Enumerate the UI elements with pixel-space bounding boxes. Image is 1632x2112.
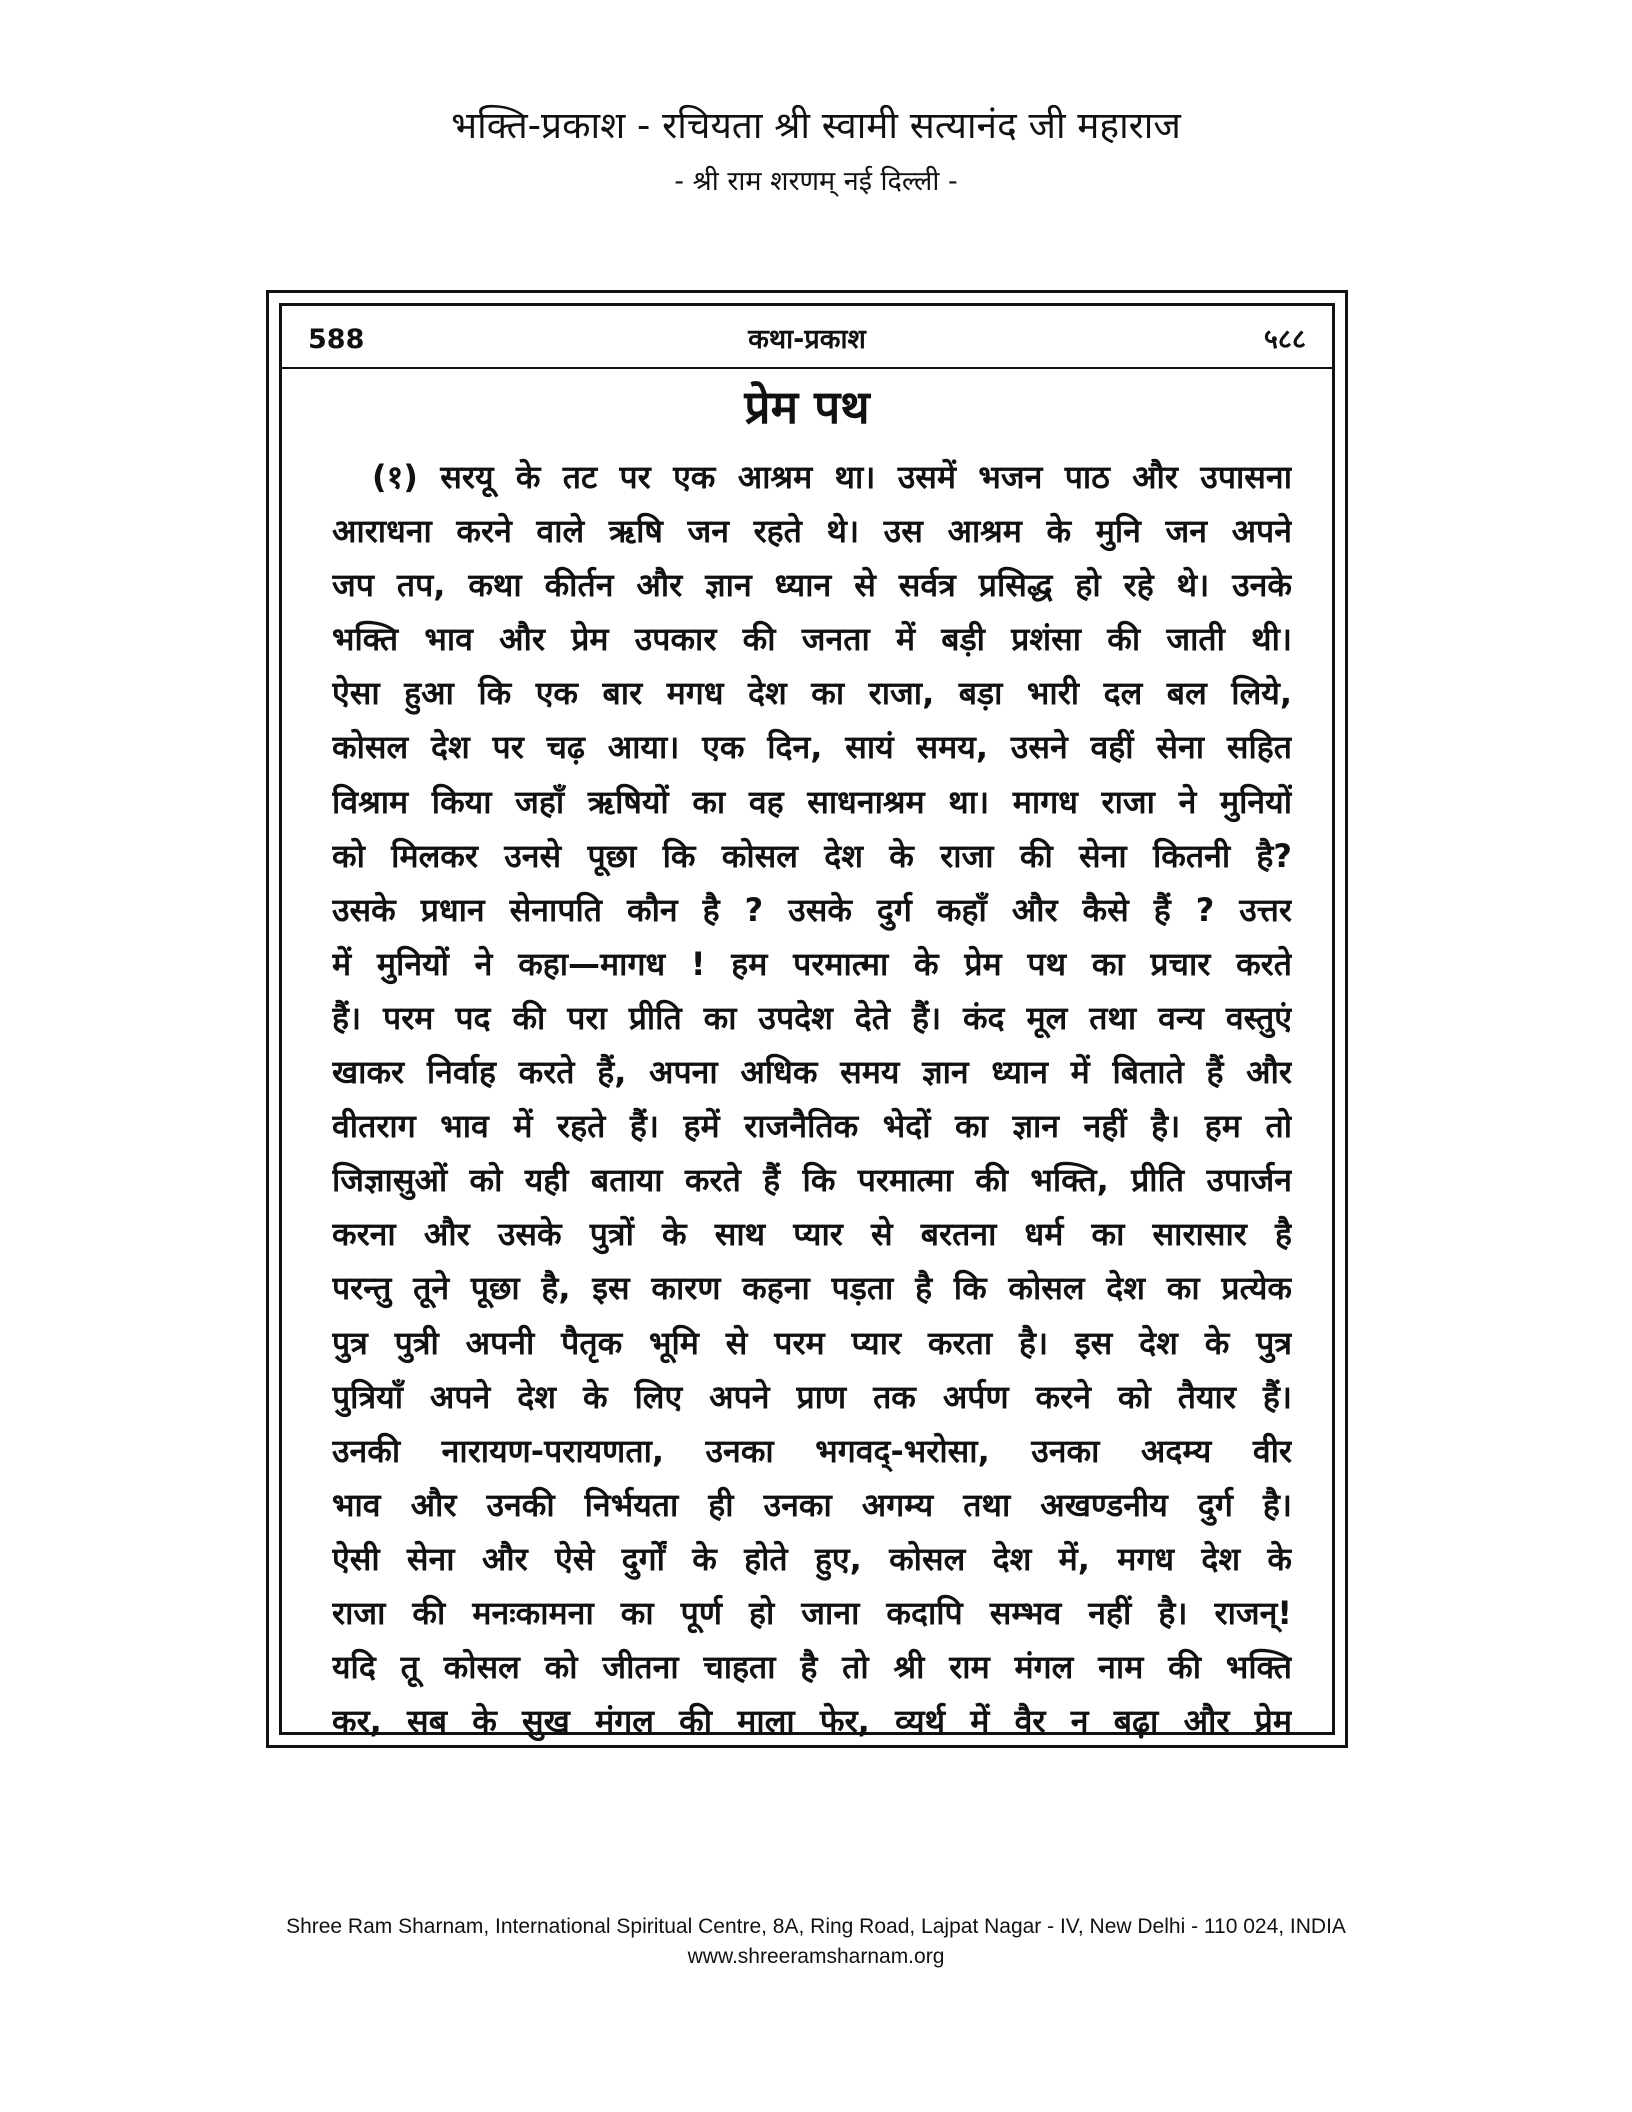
page-frame <box>266 290 1348 1748</box>
text-line: में मुनियों ने कहा—मागध ! हम परमात्मा के प्रेम पथ का प्रचार करते <box>332 944 1292 983</box>
text-line: हैं। परम पद की परा प्रीति का उपदेश देते हैं। कंद मूल तथा वन्य वस्तुएं <box>332 998 1292 1037</box>
text-line: ऐसा हुआ कि एक बार मगध देश का राजा, बड़ा भारी दल बल लिये, <box>332 674 1292 713</box>
page-number-devanagari: ५८८ <box>1263 324 1306 355</box>
body-text <box>332 450 1292 1748</box>
footer-address: Shree Ram Sharnam, International Spiritual Centre, 8A, Ring Road, Lajpat Nagar - IV, New Delhi - 110 024, INDIA <box>286 1915 1346 1938</box>
header-divider <box>282 367 1332 369</box>
text-line: को मिलकर उनसे पूछा कि कोसल देश के राजा की सेना कितनी है? <box>332 836 1292 875</box>
text-line: करना और उसके पुत्रों के साथ प्यार से बरतना धर्म का सारासार है <box>332 1215 1292 1254</box>
text-line: परन्तु तूने पूछा है, इस कारण कहना पड़ता है कि कोसल देश का प्रत्येक <box>332 1269 1292 1308</box>
text-line: कोसल देश पर चढ़ आया। एक दिन, सायं समय, उसने वहीं सेना सहित <box>332 728 1292 767</box>
text-line: पुत्रियाँ अपने देश के लिए अपने प्राण तक अर्पण करने को तैयार हैं। <box>332 1377 1292 1416</box>
text-line: उनकी नारायण-परायणता, उनका भगवद्-भरोसा, उनका अदम्य वीर <box>332 1431 1292 1470</box>
text-line: आराधना करने वाले ऋषि जन रहते थे। उस आश्रम के मुनि जन अपने <box>332 512 1292 551</box>
text-line: विश्राम किया जहाँ ऋषियों का वह साधनाश्रम था। मागध राजा ने मुनियों <box>332 782 1292 821</box>
text-line: राजा की मनःकामना का पूर्ण हो जाना कदापि सम्भव नहीं है। राजन्! <box>332 1593 1292 1632</box>
text-line: पुत्र पुत्री अपनी पैतृक भूमि से परम प्यार करता है। इस देश के पुत्र <box>332 1323 1292 1362</box>
page-number-arabic: 588 <box>308 324 365 355</box>
running-title: कथा-प्रकाश <box>748 324 866 355</box>
text-line: उसके प्रधान सेनापति कौन है ? उसके दुर्ग कहाँ और कैसे हैं ? उत्तर <box>332 890 1292 929</box>
document-footer <box>0 1912 1632 1972</box>
document-header <box>0 100 1632 202</box>
text-line: भाव और उनकी निर्भयता ही उनका अगम्य तथा अखण्डनीय दुर्ग है। <box>332 1485 1292 1524</box>
document-subtitle: - श्री राम शरणम् नई दिल्ली - <box>674 166 958 197</box>
text-line: यदि तू कोसल को जीतना चाहता है तो श्री राम मंगल नाम की भक्ति <box>332 1648 1292 1687</box>
text-line: वीतराग भाव में रहते हैं। हमें राजनैतिक भेदों का ज्ञान नहीं है। हम तो <box>332 1107 1292 1146</box>
text-line: ऐसी सेना और ऐसे दुर्गों के होते हुए, कोसल देश में, मगध देश के <box>332 1539 1292 1578</box>
text-line: (१) सरयू के तट पर एक आश्रम था। उसमें भजन पाठ और उपासना <box>372 458 1292 496</box>
text-line: जप तप, कथा कीर्तन और ज्ञान ध्यान से सर्वत्र प्रसिद्ध हो रहे थे। उनके <box>332 566 1292 605</box>
text-line: भक्ति भाव और प्रेम उपकार की जनता में बड़ी प्रशंसा की जाती थी। <box>332 620 1292 659</box>
document-title: भक्ति-प्रकाश - रचियता श्री स्वामी सत्यानंद जी महाराज <box>451 104 1181 147</box>
text-line: खाकर निर्वाह करते हैं, अपना अधिक समय ज्ञान ध्यान में बिताते हैं और <box>332 1053 1292 1092</box>
text-line: कर, सब के सुख मंगल की माला फेर, व्यर्थ में वैर न बढ़ा और प्रेम <box>332 1702 1292 1741</box>
running-head <box>308 320 1306 360</box>
chapter-title: प्रेम पथ <box>744 380 870 434</box>
footer-website: www.shreeramsharnam.org <box>687 1945 945 1968</box>
page-frame-inner <box>279 303 1335 1741</box>
text-line: जिज्ञासुओं को यही बताया करते हैं कि परमात्मा की भक्ति, प्रीति उपार्जन <box>332 1161 1292 1200</box>
